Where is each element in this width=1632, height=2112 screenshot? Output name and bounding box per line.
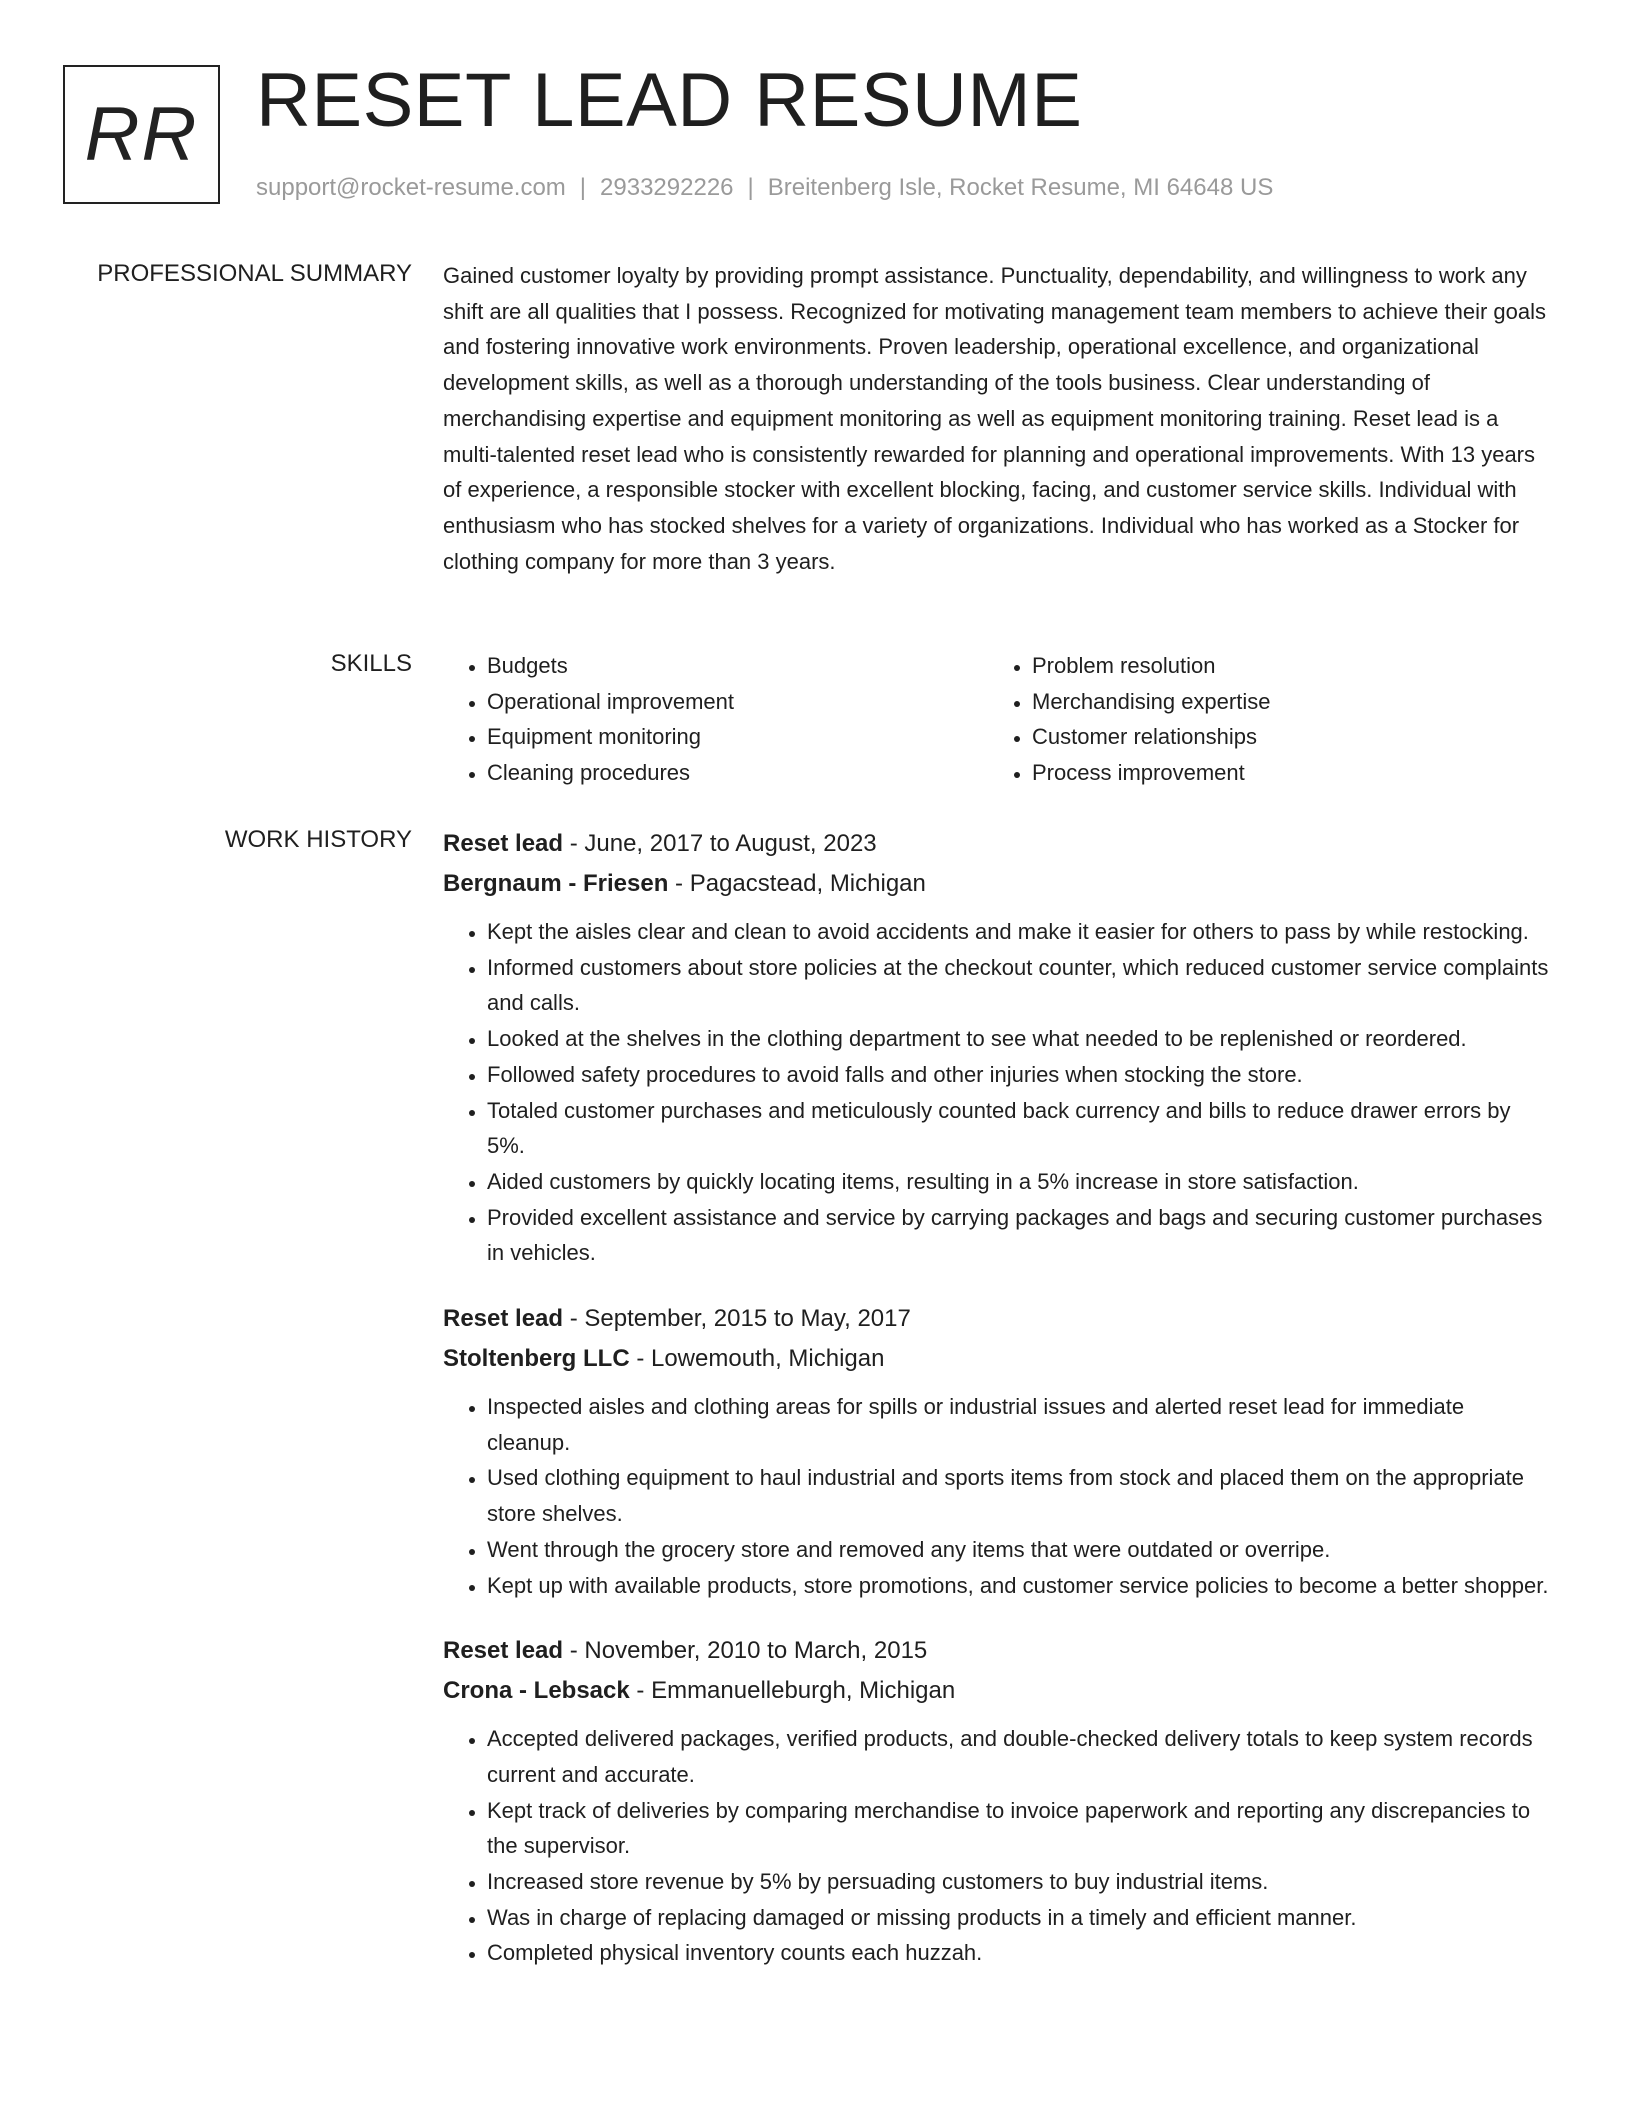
job-company: Bergnaum - Friesen xyxy=(443,870,669,897)
job-entry xyxy=(443,1299,1553,1603)
job-bullet: • Kept up with available products, store promotions, and customer service policies to become a better shopper. xyxy=(487,1568,1553,1604)
job-bullet: • Followed safety procedures to avoid falls and other injuries when stocking the store. xyxy=(487,1057,1553,1093)
job-location: - Pagacstead, Michigan xyxy=(668,870,926,897)
contact-phone: 2933292226 xyxy=(600,174,734,201)
job-dates: - November, 2010 to March, 2015 xyxy=(563,1637,928,1665)
contact-separator: | xyxy=(579,174,587,201)
job-bullet: • Informed customers about store policies at the checkout counter, which reduced customer service complaints and calls. xyxy=(487,950,1553,1021)
skill-item: • Problem resolution xyxy=(1032,648,1533,684)
job-company-line xyxy=(443,1339,1553,1379)
monogram-logo: RR xyxy=(63,65,220,204)
job-company-line xyxy=(443,1671,1553,1711)
resume-title: RESET LEAD RESUME xyxy=(256,58,1083,143)
contact-address: Breitenberg Isle, Rocket Resume, MI 64648 US xyxy=(767,174,1274,201)
work-history-heading: WORK HISTORY xyxy=(224,826,412,853)
job-bullet: • Went through the grocery store and removed any items that were outdated or overripe. xyxy=(487,1532,1553,1568)
job-bullets xyxy=(443,914,1553,1271)
job-location: - Lowemouth, Michigan xyxy=(629,1345,885,1373)
contact-line xyxy=(256,172,1273,204)
contact-email: support@rocket-resume.com xyxy=(256,174,566,201)
skill-item: • Equipment monitoring xyxy=(487,719,988,755)
job-bullet: • Accepted delivered packages, verified products, and double-checked delivery totals to keep system records current and accurate. xyxy=(487,1721,1553,1792)
job-title-line xyxy=(443,824,1553,864)
job-location: - Emmanuelleburgh, Michigan xyxy=(629,1677,956,1705)
job-company: Stoltenberg LLC xyxy=(443,1345,630,1373)
skill-item: • Customer relationships xyxy=(1032,719,1533,755)
job-entry xyxy=(443,824,1553,1271)
job-title: Reset lead xyxy=(443,1637,564,1665)
job-bullet: • Completed physical inventory counts each huzzah. xyxy=(487,1935,1553,1971)
job-company: Crona - Lebsack xyxy=(443,1677,630,1705)
skill-item: • Operational improvement xyxy=(487,684,988,720)
job-bullet: • Used clothing equipment to haul industrial and sports items from stock and placed them on the appropriate store shelves. xyxy=(487,1460,1553,1531)
work-history-body xyxy=(443,824,1553,1999)
job-bullet: • Kept the aisles clear and clean to avoid accidents and make it easier for others to pass by while restocking. xyxy=(487,914,1553,950)
skill-item: • Merchandising expertise xyxy=(1032,684,1533,720)
job-entry xyxy=(443,1631,1553,1971)
job-bullet: • Totaled customer purchases and meticulously counted back currency and bills to reduce drawer errors by 5%. xyxy=(487,1093,1553,1164)
job-dates: - September, 2015 to May, 2017 xyxy=(563,1305,911,1333)
skill-item: • Process improvement xyxy=(1032,755,1533,791)
job-bullet: • Was in charge of replacing damaged or missing products in a timely and efficient manner. xyxy=(487,1900,1553,1936)
job-title: Reset lead xyxy=(443,830,564,857)
job-bullets xyxy=(443,1389,1553,1603)
summary-body xyxy=(443,258,1553,579)
job-bullets xyxy=(443,1721,1553,1971)
job-dates: - June, 2017 to August, 2023 xyxy=(563,830,877,857)
skill-item: • Cleaning procedures xyxy=(487,755,988,791)
skills-list-right xyxy=(988,648,1533,791)
job-title: Reset lead xyxy=(443,1305,564,1333)
job-title-line xyxy=(443,1631,1553,1671)
job-bullet: • Inspected aisles and clothing areas for spills or industrial issues and alerted reset lead for immediate cleanup. xyxy=(487,1389,1553,1460)
job-bullet: • Provided excellent assistance and service by carrying packages and bags and securing customer purchases in vehicles. xyxy=(487,1200,1553,1271)
contact-separator: | xyxy=(747,174,754,201)
skills-body xyxy=(443,648,1553,791)
job-company-line xyxy=(443,864,1553,904)
job-bullet: • Increased store revenue by 5% by persuading customers to buy industrial items. xyxy=(487,1864,1553,1900)
job-bullet: • Aided customers by quickly locating items, resulting in a 5% increase in store satisfaction. xyxy=(487,1164,1553,1200)
skills-heading: SKILLS xyxy=(330,650,412,677)
job-title-line xyxy=(443,1299,1553,1339)
job-bullet: • Looked at the shelves in the clothing department to see what needed to be replenished or reordered. xyxy=(487,1021,1553,1057)
job-bullet: • Kept track of deliveries by comparing merchandise to invoice paperwork and reporting any discrepancies to the supervisor. xyxy=(487,1793,1553,1864)
summary-heading: PROFESSIONAL SUMMARY xyxy=(97,260,412,287)
skills-list-left xyxy=(443,648,988,791)
skill-item: • Budgets xyxy=(487,648,988,684)
summary-text: Gained customer loyalty by providing prompt assistance. Punctuality, dependability, and willingness to work any shift are all qualities that I possess. Recognized for motivating management team members to achieve their goals and fostering innovative work environments. Proven leadership, operational excellence, and organizational development skills, as well as a thorough understanding of the tools business. Clear understanding of merchandising expertise and equipment monitoring as well as equipment monitoring training. Reset lead is a multi-talented reset lead who is consistently rewarded for planning and operational improvements. With 13 years of experience, a responsible stocker with excellent blocking, facing, and customer service skills. Individual with enthusiasm who has stocked shelves for a variety of organizations. Individual who has worked as a Stocker for clothing company for more than 3 years. xyxy=(443,263,1546,574)
